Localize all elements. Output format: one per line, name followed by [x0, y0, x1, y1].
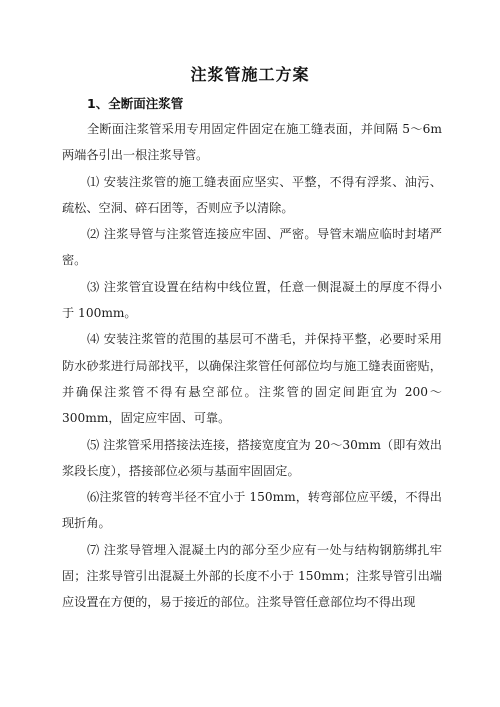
paragraph-intro: 全断面注浆管采用专用固定件固定在施工缝表面，并间隔 5～6m 两端各引出一根注浆导管。 [62, 122, 442, 163]
section-heading: 1、全断面注浆管 [87, 96, 184, 111]
document-body [62, 116, 442, 616]
paragraph-item-1: ⑴ 安装注浆管的施工缝表面应坚实、平整，不得有浮浆、油污、疏松、空洞、碎石团等，否则应予以清除。 [62, 174, 442, 215]
paragraph-item-2: ⑵ 注浆导管与注浆管连接应牢固、严密。导管末端应临时封堵严密。 [62, 227, 442, 268]
paragraph-item-3: ⑶ 注浆管宜设置在结构中线位置，任意一侧混凝土的厚度不得小于 100mm。 [62, 279, 442, 321]
paragraph-item-6: ⑹注浆管的转弯半径不宜小于 150mm，转弯部位应平缓，不得出现折角。 [62, 490, 442, 531]
paragraph-item-7: ⑺ 注浆导管埋入混凝土内的部分至少应有一处与结构钢筋绑扎牢固；注浆导管引出混凝土外部的长度不小于 150mm；注浆导管引出端应设置在方便的，易于接近的部位。注浆导管任意部位均不得出现 [62, 542, 442, 610]
paragraph-item-4: ⑷ 安装注浆管的范围的基层可不凿毛，并保持平整，必要时采用防水砂浆进行局部找平，以确保注浆管任何部位均与施工缝表面密贴，并确保注浆管不得有悬空部位。注浆管的固定间距宜为 200～300mm，固定应牢固、可靠。 [62, 332, 442, 426]
document-title: 注浆管施工方案 [190, 65, 310, 84]
paragraph-item-5: ⑸ 注浆管采用搭接法连接，搭接宽度宜为 20～30mm（即有效出浆段长度），搭接部位必须与基面牢固固定。 [62, 437, 442, 478]
